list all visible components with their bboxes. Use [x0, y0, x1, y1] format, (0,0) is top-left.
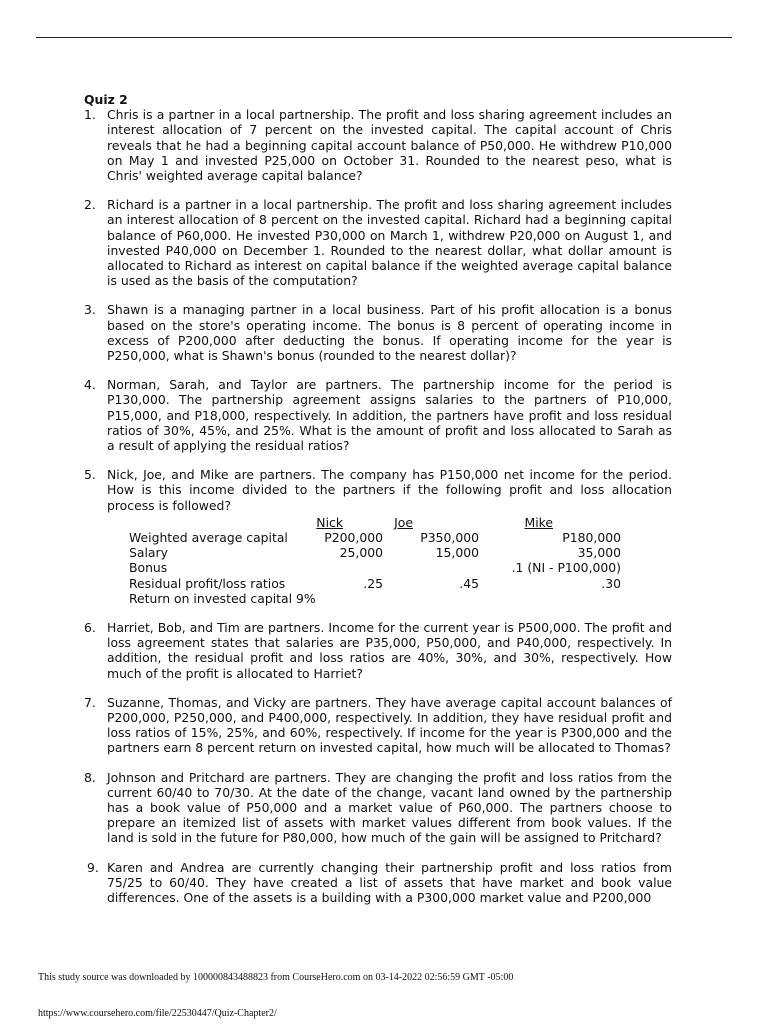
- cell-nick: [303, 560, 383, 575]
- question-number: 1.: [84, 107, 96, 123]
- question-text: Norman, Sarah, and Taylor are partners. The partnership income for the period is P130,000. The partnership agreement assigns salaries to the partners of P10,000, P15,000, and P18,000, respectively. In addition, the partners have profit and loss residual ratios of 30%, 45%, and 25%. What is the amount of profit and loss allocated to Sarah as a result of applying the residual ratios?: [107, 377, 672, 454]
- cell-mike: .30: [601, 575, 621, 591]
- table-row: [107, 530, 672, 545]
- question-3: [84, 302, 672, 363]
- question-text: Suzanne, Thomas, and Vicky are partners. They have average capital account balances of P200,000, P250,000, and P400,000, respectively. In addition, they have residual profit and loss ratios of 15%, 25%, and 60%, respectively. If income for the year is P300,000 and the partners earn 8 percent return on invested capital, how much will be allocated to Thomas?: [107, 694, 672, 756]
- question-7: [84, 695, 672, 756]
- question-8: [84, 770, 672, 846]
- question-text: Richard is a partner in a local partnership. The profit and loss sharing agreement includes an interest allocation of 8 percent on the invested capital. Richard had a beginning capital balance of P60,000. He invested P30,000 on March 1, withdrew P20,000 on August 1, and invested P40,000 on December 1. Rounded to the nearest dollar, what dollar amount is allocated to Richard as interest on capital balance if the weighted average capital balance is used as the basis of the computation?: [107, 197, 672, 289]
- quiz-title: Quiz 2: [84, 92, 128, 107]
- question-2: [84, 197, 672, 288]
- question-9: [84, 860, 672, 906]
- question-6: [84, 620, 672, 681]
- cell-nick: 25,000: [339, 545, 383, 561]
- download-note: This study source was downloaded by 100000843488823 from CourseHero.com on 03-14-2022 02:56:59 GMT -05:00: [38, 972, 514, 983]
- question-text: Nick, Joe, and Mike are partners. The company has P150,000 net income for the period. How is this income divided to the partners if the following profit and loss allocation process is followed?: [107, 467, 672, 513]
- question-number: 7.: [84, 694, 96, 710]
- question-number: 4.: [84, 377, 96, 393]
- question-4: [84, 377, 672, 453]
- cell-joe: .45: [459, 575, 479, 591]
- question-number: 9.: [87, 859, 99, 875]
- question-number: 6.: [84, 620, 96, 635]
- cell-nick: P200,000: [324, 530, 383, 546]
- question-number: 8.: [84, 769, 96, 785]
- header-joe: Joe: [394, 514, 413, 530]
- row-label: Return on invested capital 9%: [129, 590, 316, 606]
- row-label: Salary: [129, 545, 168, 561]
- row-label: Residual profit/loss ratios: [129, 575, 286, 591]
- cell-nick: .25: [363, 575, 383, 591]
- question-5: [84, 467, 672, 606]
- question-text: Karen and Andrea are currently changing their partnership profit and loss ratios from 75/25 to 60/40. They have created a list of assets that have market and book value differences. One of the assets is a building with a P300,000 market value and P200,000: [107, 859, 672, 906]
- allocation-header-row: [107, 515, 672, 530]
- source-url-link[interactable]: https://www.coursehero.com/file/22530447/Quiz-Chapter2/: [38, 1008, 277, 1019]
- table-row: [107, 545, 672, 560]
- cell-joe: P350,000: [420, 530, 479, 546]
- cell-joe: [383, 560, 479, 575]
- question-text: Johnson and Pritchard are partners. They are changing the profit and loss ratios from the current 60/40 to 70/30. At the date of the change, vacant land owned by the partnership has a book value of P50,000 and a market value of P60,000. The partners choose to prepare an itemized list of assets with market values different from book values. If the land is sold in the future for P80,000, how much of the gain will be assigned to Pritchard?: [107, 769, 672, 846]
- cell-mike: P180,000: [562, 530, 621, 546]
- cell-mike: 35,000: [577, 545, 621, 561]
- header-mike: Mike: [524, 514, 553, 530]
- top-rule: [36, 37, 732, 38]
- question-number: 2.: [84, 197, 96, 213]
- row-label: Weighted average capital: [129, 530, 288, 546]
- question-1: [84, 107, 672, 183]
- header-nick: Nick: [316, 514, 343, 530]
- question-number: 5.: [84, 467, 96, 483]
- allocation-table: [107, 515, 672, 606]
- quiz-page: [84, 92, 672, 919]
- table-row: [107, 576, 672, 591]
- question-text: Harriet, Bob, and Tim are partners. Income for the current year is P500,000. The profit and loss agreement states that salaries are P35,000, P50,000, and P40,000, respectively. In addition, the residual profit and loss ratios are 40%, 30%, and 30%, respectively. How much of the profit is allocated to Harriet?: [107, 620, 672, 681]
- table-row: [107, 560, 672, 575]
- cell-mike: .1 (NI - P100,000): [511, 560, 621, 576]
- cell-joe: 15,000: [435, 545, 479, 561]
- table-row: [107, 591, 672, 606]
- row-label: Bonus: [129, 560, 168, 576]
- question-number: 3.: [84, 302, 96, 318]
- question-text: Chris is a partner in a local partnership. The profit and loss sharing agreement includes an interest allocation of 7 percent on the invested capital. The capital account of Chris reveals that he had a beginning capital account balance of P50,000. He withdrew P10,000 on May 1 and invested P25,000 on October 31. Rounded to the nearest peso, what is Chris' weighted average capital balance?: [107, 107, 672, 184]
- question-text: Shawn is a managing partner in a local business. Part of his profit allocation is a bonus based on the store's operating income. The bonus is 8 percent of operating income in excess of P200,000 after deducting the bonus. If operating income for the year is P250,000, what is Shawn's bonus (rounded to the nearest dollar)?: [107, 302, 672, 364]
